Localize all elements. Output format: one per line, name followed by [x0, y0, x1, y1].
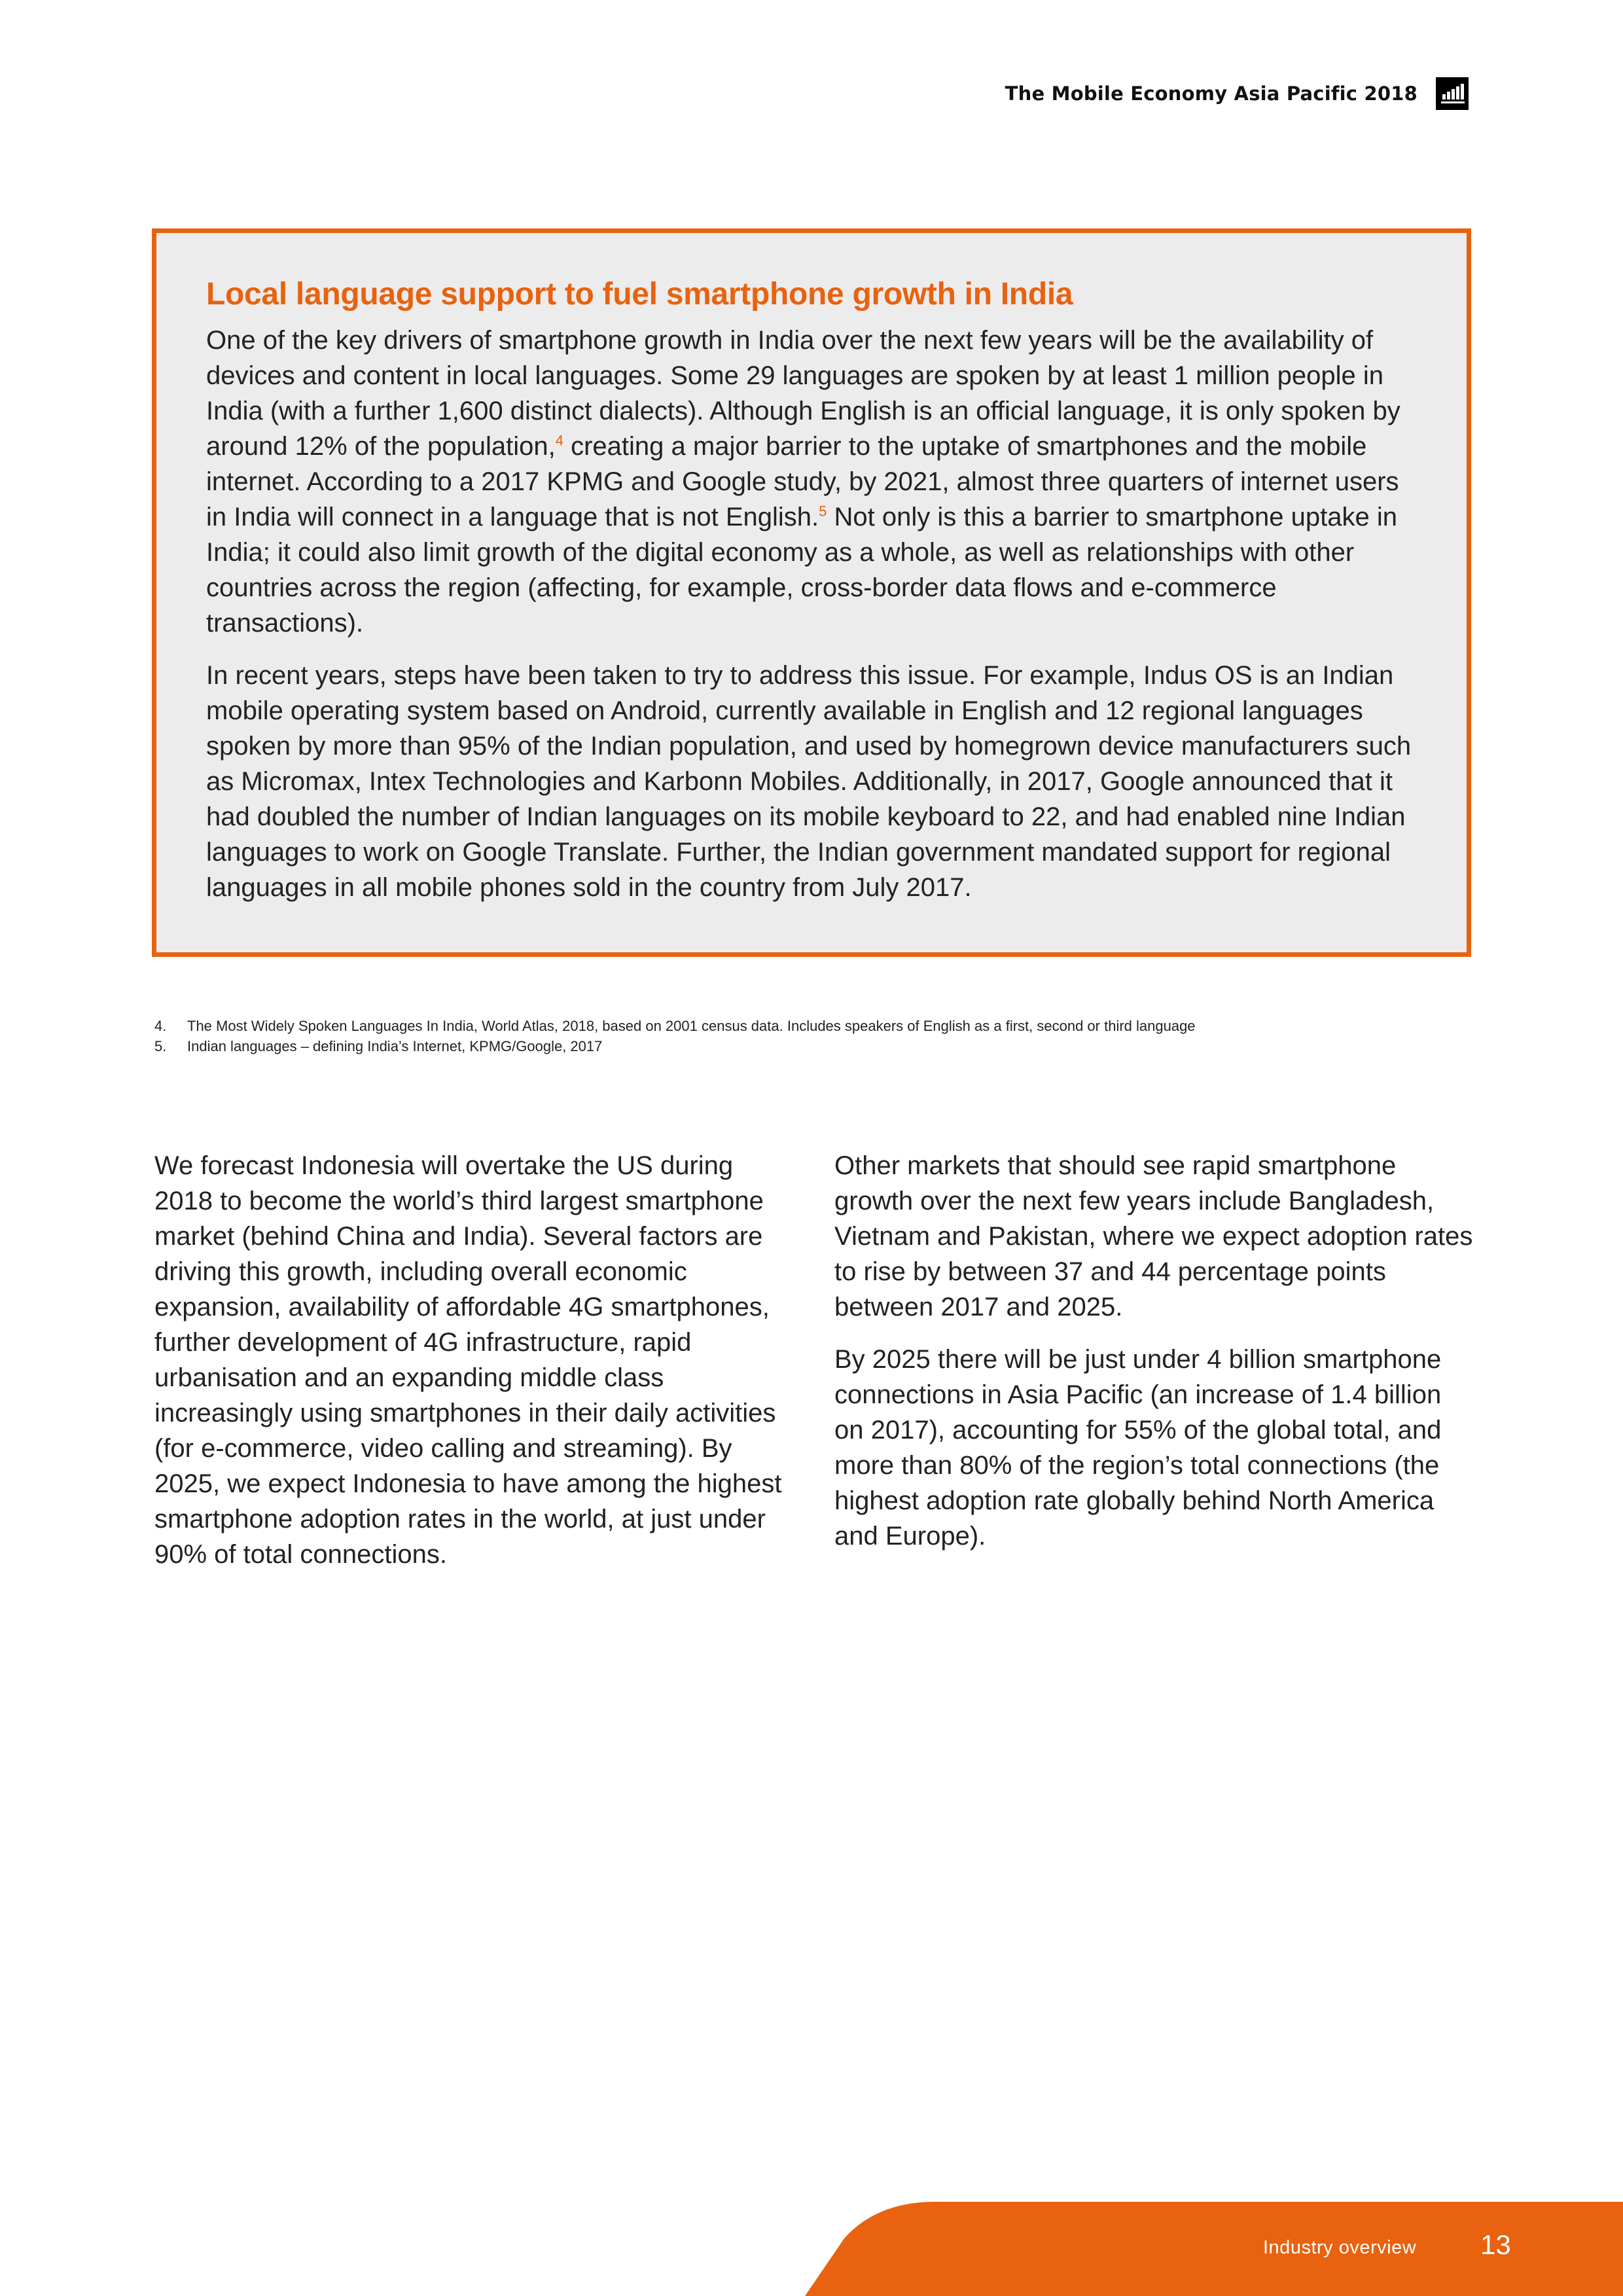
footnote-text: The Most Widely Spoken Languages In India, World Atlas, 2018, based on 2001 census data. Includes speakers of English as a first, second or third language [187, 1018, 1196, 1034]
footnote-number: 4. [154, 1018, 167, 1034]
box-title: Local language support to fuel smartphone growth in India [206, 277, 1073, 312]
box-paragraph-2: In recent years, steps have been taken to try to address this issue. For example, Indus OS is an Indian mobile operating system based on Android, currently available in English and 12 regional languages spoken by more than 95% of the Indian population, and used by homegrown device manufacturers such as Micromax, Intex Technologies and Karbonn Mobiles. Additionally, in 2017, Google announced that it had doubled the number of Indian languages on its mobile keyboard to 22, and had enabled nine Indian languages to work on Google Translate. Further, the Indian government mandated support for regional languages in all mobile phones sold in the country from July 2017. [206, 661, 1412, 902]
report-title: The Mobile Economy Asia Pacific 2018 [1005, 82, 1418, 105]
footer-section-label: Industry overview [1263, 2237, 1417, 2258]
body-paragraph: Other markets that should see rapid smartphone growth over the next few years include Bangladesh, Vietnam and Pakistan, where we expect adoption rates to rise by between 37 and 44 percentage points between 2017 and 2025. [834, 1151, 1473, 1321]
body-paragraph: By 2025 there will be just under 4 billion smartphone connections in Asia Pacific (an increase of 1.4 billion on 2017), accounting for 55% of the global total, and more than 80% of the region’s total connections (the highest adoption rate globally behind North America and Europe). [834, 1345, 1442, 1551]
box-paragraph-1-text-a: One of the key drivers of smartphone growth in India over the next few years will be the availability of devices and content in local languages. Some 29 languages are spoken by at least 1 million people in India (with a further 1,600 distinct dialects). Although English is an official language, it is only spoken by around 12% of the population, [206, 326, 1400, 461]
box-paragraph-1-text-b: creating a major barrier to the uptake of smartphones and the mobile internet. According to a 2017 KPMG and Google study, by 2021, almost three quarters of internet users in India will connect in a language that is not English. [206, 432, 1399, 531]
footnote-number: 5. [154, 1038, 167, 1054]
footnote-text: Indian languages – defining India’s Internet, KPMG/Google, 2017 [187, 1038, 603, 1054]
footnote-ref-5[interactable]: 5 [819, 503, 827, 520]
page-number: 13 [1480, 2229, 1511, 2260]
body-paragraph: We forecast Indonesia will overtake the US during 2018 to become the world’s third largest smartphone market (behind China and India). Several factors are driving this growth, including overall economic expansion, availability of affordable 4G smartphones, further development of 4G infrastructure, rapid urbanisation and an expanding middle class increasingly using smartphones in their daily activities (for e-commerce, video calling and streaming). By 2025, we expect Indonesia to have among the highest smartphone adoption rates in the world, at just under 90% of total connections. [154, 1151, 782, 1569]
footnote-ref-4[interactable]: 4 [555, 432, 563, 449]
box-paragraph-1-text-c: Not only is this a barrier to smartphone uptake in India; it could also limit growth of the digital economy as a whole, as well as relationships with other countries across the region (affecting, for example, cross-border data flows and e-commerce transactions). [206, 503, 1397, 637]
